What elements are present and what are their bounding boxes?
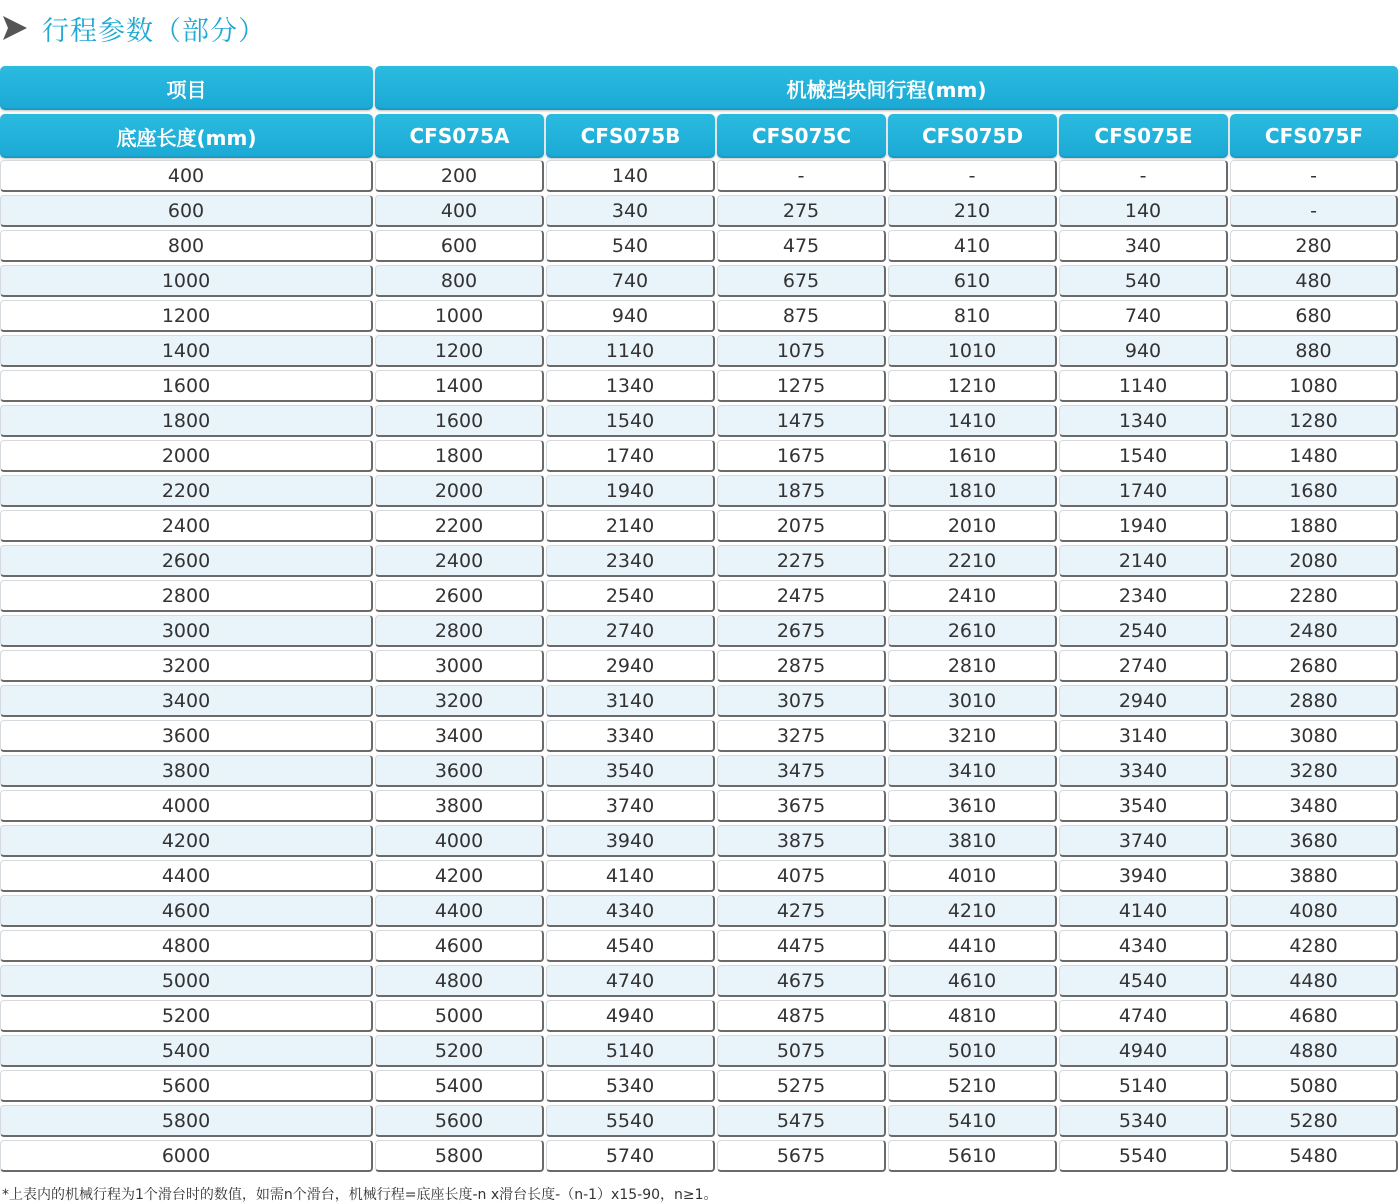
cell-stroke: 3475	[717, 755, 886, 787]
table-row	[0, 229, 1400, 264]
cell-stroke: 2400	[375, 545, 544, 577]
cell-base-length: 5200	[0, 1000, 373, 1032]
table-row	[0, 404, 1400, 439]
cell-stroke: -	[1230, 160, 1398, 192]
cell-base-length: 6000	[0, 1140, 373, 1172]
table-row	[0, 439, 1400, 474]
cell-stroke: 2000	[375, 475, 544, 507]
table-row	[0, 579, 1400, 614]
cell-stroke: 4000	[375, 825, 544, 857]
cell-stroke: 4200	[375, 860, 544, 892]
cell-stroke: 4875	[717, 1000, 886, 1032]
table-row	[0, 264, 1400, 299]
cell-stroke: 1480	[1230, 440, 1398, 472]
cell-base-length: 4600	[0, 895, 373, 927]
cell-stroke: 4140	[546, 860, 715, 892]
cell-stroke: 4540	[1059, 965, 1228, 997]
page-title: 行程参数（部分）	[42, 15, 266, 47]
cell-stroke: 2940	[1059, 685, 1228, 717]
cell-base-length: 2400	[0, 510, 373, 542]
cell-stroke: 3410	[888, 755, 1057, 787]
cell-stroke: 1600	[375, 405, 544, 437]
cell-stroke: 210	[888, 195, 1057, 227]
cell-stroke: 5275	[717, 1070, 886, 1102]
table-row	[0, 649, 1400, 684]
cell-stroke: 4600	[375, 930, 544, 962]
cell-stroke: 4940	[1059, 1035, 1228, 1067]
cell-stroke: 140	[1059, 195, 1228, 227]
cell-stroke: 5000	[375, 1000, 544, 1032]
cell-stroke: 4740	[1059, 1000, 1228, 1032]
cell-stroke: 5610	[888, 1140, 1057, 1172]
cell-stroke: 2880	[1230, 685, 1398, 717]
cell-stroke: 740	[1059, 300, 1228, 332]
cell-stroke: 1940	[1059, 510, 1228, 542]
cell-stroke: 4810	[888, 1000, 1057, 1032]
table-row	[0, 824, 1400, 859]
cell-base-length: 3400	[0, 685, 373, 717]
cell-stroke: 1540	[546, 405, 715, 437]
cell-stroke: 3880	[1230, 860, 1398, 892]
cell-stroke: 2010	[888, 510, 1057, 542]
cell-stroke: 4010	[888, 860, 1057, 892]
cell-base-length: 5600	[0, 1070, 373, 1102]
cell-stroke: 1280	[1230, 405, 1398, 437]
cell-stroke: 2080	[1230, 545, 1398, 577]
cell-base-length: 3200	[0, 650, 373, 682]
cell-stroke: 3400	[375, 720, 544, 752]
cell-stroke: -	[717, 160, 886, 192]
table-row	[0, 859, 1400, 894]
cell-base-length: 5800	[0, 1105, 373, 1137]
cell-stroke: 3480	[1230, 790, 1398, 822]
cell-stroke: 200	[375, 160, 544, 192]
cell-stroke: 2740	[546, 615, 715, 647]
cell-stroke: 3075	[717, 685, 886, 717]
cell-stroke: 940	[546, 300, 715, 332]
cell-stroke: 5675	[717, 1140, 886, 1172]
cell-base-length: 4400	[0, 860, 373, 892]
cell-base-length: 2000	[0, 440, 373, 472]
cell-stroke: 2480	[1230, 615, 1398, 647]
cell-stroke: 5540	[1059, 1140, 1228, 1172]
table-row	[0, 754, 1400, 789]
cell-base-length: 1200	[0, 300, 373, 332]
cell-stroke: 1740	[1059, 475, 1228, 507]
cell-stroke: 4480	[1230, 965, 1398, 997]
cell-stroke: 1210	[888, 370, 1057, 402]
cell-stroke: 1740	[546, 440, 715, 472]
table-row	[0, 299, 1400, 334]
cell-stroke: 400	[375, 195, 544, 227]
cell-stroke: 810	[888, 300, 1057, 332]
cell-stroke: 1410	[888, 405, 1057, 437]
cell-stroke: 5740	[546, 1140, 715, 1172]
cell-stroke: 540	[1059, 265, 1228, 297]
cell-stroke: 3010	[888, 685, 1057, 717]
cell-stroke: 4800	[375, 965, 544, 997]
cell-stroke: 1275	[717, 370, 886, 402]
cell-stroke: 1340	[546, 370, 715, 402]
table-row	[0, 929, 1400, 964]
cell-stroke: 2340	[1059, 580, 1228, 612]
cell-stroke: 3340	[1059, 755, 1228, 787]
cell-stroke: 3680	[1230, 825, 1398, 857]
table-row	[0, 1034, 1400, 1069]
cell-stroke: 4080	[1230, 895, 1398, 927]
cell-stroke: -	[1230, 195, 1398, 227]
cell-stroke: 1675	[717, 440, 886, 472]
cell-base-length: 2800	[0, 580, 373, 612]
cell-stroke: 3200	[375, 685, 544, 717]
cell-stroke: 5080	[1230, 1070, 1398, 1102]
cell-stroke: 5010	[888, 1035, 1057, 1067]
cell-stroke: 1080	[1230, 370, 1398, 402]
cell-base-length: 1400	[0, 335, 373, 367]
table-row	[0, 1104, 1400, 1139]
cell-stroke: 3210	[888, 720, 1057, 752]
section-header	[0, 8, 266, 48]
cell-stroke: 1810	[888, 475, 1057, 507]
cell-stroke: 1075	[717, 335, 886, 367]
cell-base-length: 3600	[0, 720, 373, 752]
column-header-model: CFS075E	[1059, 114, 1228, 158]
cell-stroke: 4475	[717, 930, 886, 962]
table-row	[0, 159, 1400, 194]
cell-base-length: 800	[0, 230, 373, 262]
cell-stroke: 2875	[717, 650, 886, 682]
cell-stroke: 2340	[546, 545, 715, 577]
cell-stroke: 5480	[1230, 1140, 1398, 1172]
cell-stroke: 475	[717, 230, 886, 262]
cell-stroke: 3080	[1230, 720, 1398, 752]
cell-stroke: 2075	[717, 510, 886, 542]
cell-stroke: 2680	[1230, 650, 1398, 682]
cell-stroke: 540	[546, 230, 715, 262]
cell-stroke: 5210	[888, 1070, 1057, 1102]
cell-stroke: 3140	[546, 685, 715, 717]
table-row	[0, 719, 1400, 754]
arrow-right-icon	[2, 13, 28, 43]
cell-stroke: 5600	[375, 1105, 544, 1137]
cell-stroke: 5200	[375, 1035, 544, 1067]
cell-stroke: 5410	[888, 1105, 1057, 1137]
cell-stroke: 2810	[888, 650, 1057, 682]
cell-stroke: 3540	[546, 755, 715, 787]
cell-stroke: 3740	[546, 790, 715, 822]
footnote: *上表内的机械行程为1个滑台时的数值，如需n个滑台，机械行程=底座长度-n x滑台长度-（n-1）x15-90，n≥1。	[2, 1187, 718, 1203]
cell-stroke: 480	[1230, 265, 1398, 297]
cell-stroke: 2940	[546, 650, 715, 682]
cell-base-length: 4800	[0, 930, 373, 962]
table-row	[0, 894, 1400, 929]
cell-stroke: 1000	[375, 300, 544, 332]
cell-stroke: 3800	[375, 790, 544, 822]
cell-stroke: 4740	[546, 965, 715, 997]
cell-base-length: 1600	[0, 370, 373, 402]
cell-base-length: 4000	[0, 790, 373, 822]
table-row	[0, 509, 1400, 544]
cell-stroke: 1200	[375, 335, 544, 367]
cell-base-length: 3800	[0, 755, 373, 787]
cell-stroke: 5340	[546, 1070, 715, 1102]
cell-stroke: 2210	[888, 545, 1057, 577]
cell-base-length: 2200	[0, 475, 373, 507]
cell-stroke: 3000	[375, 650, 544, 682]
table-row	[0, 614, 1400, 649]
cell-stroke: 675	[717, 265, 886, 297]
column-header-row	[0, 114, 1400, 158]
cell-stroke: 3740	[1059, 825, 1228, 857]
cell-stroke: 4680	[1230, 1000, 1398, 1032]
cell-stroke: 1475	[717, 405, 886, 437]
table-row	[0, 1139, 1400, 1174]
table-row	[0, 334, 1400, 369]
cell-stroke: 410	[888, 230, 1057, 262]
cell-stroke: 1400	[375, 370, 544, 402]
cell-stroke: 2140	[546, 510, 715, 542]
cell-stroke: 1800	[375, 440, 544, 472]
cell-stroke: 2610	[888, 615, 1057, 647]
cell-stroke: 2800	[375, 615, 544, 647]
cell-stroke: 4540	[546, 930, 715, 962]
cell-stroke: 4075	[717, 860, 886, 892]
cell-stroke: 4340	[546, 895, 715, 927]
column-header-model: CFS075F	[1230, 114, 1398, 158]
cell-stroke: 3140	[1059, 720, 1228, 752]
cell-stroke: 2540	[546, 580, 715, 612]
column-header-model: CFS075A	[375, 114, 544, 158]
cell-stroke: 3600	[375, 755, 544, 787]
cell-stroke: 875	[717, 300, 886, 332]
table-row	[0, 964, 1400, 999]
cell-stroke: 5475	[717, 1105, 886, 1137]
cell-stroke: 2280	[1230, 580, 1398, 612]
table-row	[0, 1069, 1400, 1104]
cell-stroke: 2740	[1059, 650, 1228, 682]
cell-base-length: 5000	[0, 965, 373, 997]
cell-base-length: 5400	[0, 1035, 373, 1067]
cell-stroke: 5400	[375, 1070, 544, 1102]
table-row	[0, 474, 1400, 509]
cell-stroke: 4675	[717, 965, 886, 997]
cell-stroke: 5540	[546, 1105, 715, 1137]
cell-stroke: 340	[546, 195, 715, 227]
header-stroke: 机械挡块间行程(mm)	[375, 66, 1398, 110]
cell-stroke: 4940	[546, 1000, 715, 1032]
cell-stroke: 1140	[1059, 370, 1228, 402]
cell-stroke: 4400	[375, 895, 544, 927]
table-row	[0, 789, 1400, 824]
cell-stroke: 3675	[717, 790, 886, 822]
column-header-model: CFS075D	[888, 114, 1057, 158]
cell-stroke: 1940	[546, 475, 715, 507]
header-item: 项目	[0, 66, 373, 110]
cell-stroke: 1010	[888, 335, 1057, 367]
cell-stroke: 275	[717, 195, 886, 227]
cell-stroke: 1340	[1059, 405, 1228, 437]
cell-stroke: 2540	[1059, 615, 1228, 647]
cell-stroke: 2600	[375, 580, 544, 612]
cell-stroke: 3280	[1230, 755, 1398, 787]
table-row	[0, 999, 1400, 1034]
cell-base-length: 3000	[0, 615, 373, 647]
cell-stroke: 3810	[888, 825, 1057, 857]
cell-base-length: 1000	[0, 265, 373, 297]
cell-stroke: 3610	[888, 790, 1057, 822]
cell-stroke: 4340	[1059, 930, 1228, 962]
cell-stroke: 940	[1059, 335, 1228, 367]
cell-stroke: 4280	[1230, 930, 1398, 962]
cell-stroke: 4410	[888, 930, 1057, 962]
cell-stroke: 3275	[717, 720, 886, 752]
cell-stroke: 680	[1230, 300, 1398, 332]
cell-stroke: 1610	[888, 440, 1057, 472]
cell-stroke: 3540	[1059, 790, 1228, 822]
cell-stroke: 1140	[546, 335, 715, 367]
group-header-row	[0, 66, 1400, 110]
cell-stroke: 1880	[1230, 510, 1398, 542]
cell-stroke: 340	[1059, 230, 1228, 262]
cell-stroke: 1540	[1059, 440, 1228, 472]
cell-stroke: -	[888, 160, 1057, 192]
cell-stroke: 5340	[1059, 1105, 1228, 1137]
cell-stroke: 880	[1230, 335, 1398, 367]
cell-stroke: 5140	[1059, 1070, 1228, 1102]
table-row	[0, 684, 1400, 719]
cell-base-length: 2600	[0, 545, 373, 577]
cell-stroke: 3875	[717, 825, 886, 857]
cell-stroke: -	[1059, 160, 1228, 192]
table-row	[0, 544, 1400, 579]
cell-stroke: 4210	[888, 895, 1057, 927]
cell-stroke: 4880	[1230, 1035, 1398, 1067]
cell-stroke: 2475	[717, 580, 886, 612]
cell-stroke: 140	[546, 160, 715, 192]
cell-stroke: 4275	[717, 895, 886, 927]
table-row	[0, 369, 1400, 404]
cell-stroke: 5075	[717, 1035, 886, 1067]
cell-stroke: 4610	[888, 965, 1057, 997]
cell-stroke: 600	[375, 230, 544, 262]
cell-base-length: 600	[0, 195, 373, 227]
cell-base-length: 1800	[0, 405, 373, 437]
cell-stroke: 2200	[375, 510, 544, 542]
cell-stroke: 2275	[717, 545, 886, 577]
cell-stroke: 5140	[546, 1035, 715, 1067]
cell-stroke: 280	[1230, 230, 1398, 262]
cell-base-length: 400	[0, 160, 373, 192]
cell-stroke: 2675	[717, 615, 886, 647]
column-header-model: CFS075C	[717, 114, 886, 158]
cell-stroke: 5280	[1230, 1105, 1398, 1137]
cell-stroke: 610	[888, 265, 1057, 297]
cell-base-length: 4200	[0, 825, 373, 857]
column-header-model: CFS075B	[546, 114, 715, 158]
cell-stroke: 1875	[717, 475, 886, 507]
cell-stroke: 800	[375, 265, 544, 297]
cell-stroke: 5800	[375, 1140, 544, 1172]
column-header-base-length: 底座长度(mm)	[0, 114, 373, 158]
cell-stroke: 3340	[546, 720, 715, 752]
cell-stroke: 3940	[546, 825, 715, 857]
cell-stroke: 2140	[1059, 545, 1228, 577]
cell-stroke: 3940	[1059, 860, 1228, 892]
cell-stroke: 4140	[1059, 895, 1228, 927]
cell-stroke: 740	[546, 265, 715, 297]
cell-stroke: 2410	[888, 580, 1057, 612]
cell-stroke: 1680	[1230, 475, 1398, 507]
table-row	[0, 194, 1400, 229]
